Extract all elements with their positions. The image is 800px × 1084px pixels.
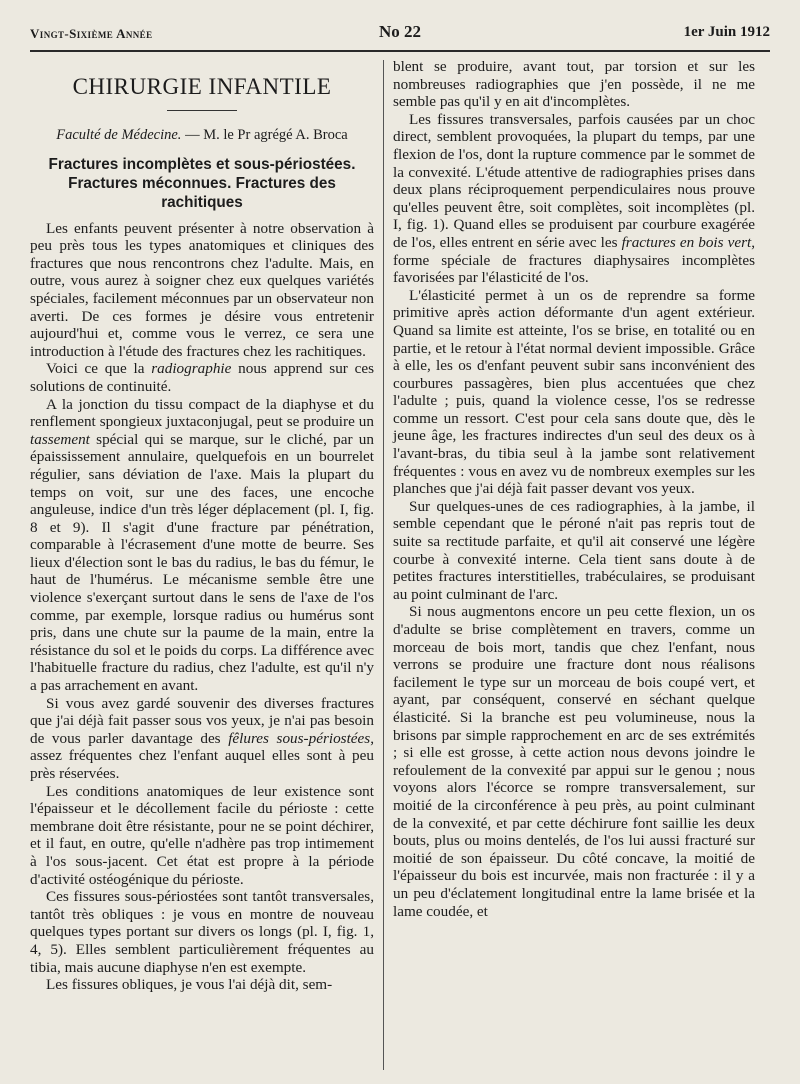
byline-author: — M. le Pr agrégé A. Broca <box>181 127 348 143</box>
paragraph: Si nous augmentons encore un peu cette flexion, un os d'adulte se brise complètement en travers, comme un morceau de bois mort, tandis que chez l'enfant, nous verrons se produire une fracture dont nous réalisons facilement le type sur un morceau de bois coupé vert, et ayant, par conséquent, conservé en séchant quelque élasticité. Si la branche est peu volumineuse, nous la brisons par simple rapprochement en arc de ses extrémités ; si elle est grosse, à cette action nous devons joindre le refoulement de la convexité par appui sur le genou ; nous voyons alors l'écorce se rompre transversalement, sur moitié de la circonférence à peu près, au point culminant de la convexité, et par cette déchirure font saillie les deux bouts, plus ou moins dentelés, de l'os lui aussi fracturé sur moitié de son épaisseur. Du côté concave, la moitié de l'épaisseur du bois est incurvée, mais non fracturée : il y a un peu d'éclatement longitudinal entre la lame brisée et la lame coudée, et <box>393 603 755 920</box>
section-rule <box>167 110 237 111</box>
paragraph: Voici ce que la radiographie nous apprend sur ces solutions de continuité. <box>30 360 375 395</box>
article-title <box>30 155 374 212</box>
paragraph: A la jonction du tissu compact de la diaphyse et du renflement spongieux juxtaconjugal, peut se produire un tassement spécial qui se marque, sur le cliché, par un épaississement annulaire, quelquefois en un bourrelet régulier, sans déviation de l'axe. Mais la plupart du temps on voit, sur une des faces, une encoche anguleuse, indice d'un très léger déplacement (pl. I, fig. 8 et 9). Il s'agit d'une fracture par pénétration, comparable à l'écrasement d'une motte de beurre. Ses lieux d'élection sont le bas du radius, le bas du fémur, le haut de l'humérus. Le mécanisme semble être une violence s'exerçant surtout dans le sens de l'axe de l'os comme, par exemple, lorsque radius ou humérus sont pris, dans une chute sur la paume de la main, entre la résistance du sol et le poids du corps. La différence avec l'habituelle fracture du radius, chez l'adulte, est qu'il n'y a pas arrachement en avant. <box>30 395 374 695</box>
paragraph: blent se produire, avant tout, par torsion et sur les nombreuses radiographies que j'en possède, il ne me semble pas qu'il y en ait d'incomplètes. <box>393 58 755 111</box>
column-divider <box>383 60 384 1070</box>
paragraph: Si vous avez gardé souvenir des diverses fractures que j'ai déjà fait passer sous vos yeux, je n'ai pas besoin de vous parler davantage des fêlures sous-périostées, assez fréquentes chez l'enfant auquel elles sont à peu près réservées. <box>30 694 374 782</box>
header-volume: Vingt-Sixième Année <box>30 26 153 41</box>
byline <box>30 127 374 145</box>
section-title: CHIRURGIE INFANTILE <box>72 74 332 99</box>
header-date: 1er Juin 1912 <box>683 24 770 40</box>
paragraph: Les conditions anatomiques de leur existence sont l'épaisseur et le décollement facile du périoste : cette membrane doit être résistante, pour ne se point déchirer, et il faut, en outre, qu'elle n'adhère pas trop intimement à l'os sous-jacent. Cet état est propre à la période d'activité ostéogénique du périoste. <box>30 782 374 888</box>
article-title-line-1: Fractures incomplètes et sous-périostées. <box>48 155 356 173</box>
paragraph: Les enfants peuvent présenter à notre observation à peu près tous les types anatomiques et cliniques des fractures que nous rencontrons chez l'adulte. Mais, en outre, vous aurez à soigner chez eux quelques variétés spéciales, facilement méconnues par un observateur non averti. De ces formes je désire vous entretenir aujourd'hui et, comme vous le verrez, ce sera une introduction à l'étude des fractures chez les rachitiques. <box>30 219 374 360</box>
paragraph: Ces fissures sous-périostées sont tantôt transversales, tantôt très obliques : je vous en montre de nouveau quelques types portant sur divers os longs (pl. I, fig. 1, 4, 5). Elles semblent particulièrement fréquentes au tibia, mais aucune diaphyse n'en est exempte. <box>30 888 374 976</box>
left-column <box>30 58 374 994</box>
article-title-line-2: Fractures méconnues. Fractures des rachitiques <box>68 174 336 211</box>
header-rule <box>30 50 770 52</box>
byline-faculty: Faculté de Médecine. <box>56 127 182 143</box>
paragraph: Les fissures transversales, parfois causées par un choc direct, semblent provoquées, la plupart du temps, par une flexion de l'os, dont la rupture commence par le sommet de la convexité. L'étude attentive de radiographies prises dans deux plans réciproquement perpendiculaires nous prouve qu'elles peuvent être, soit complètes, soit incomplètes (pl. I, fig. 1). Quand elles se produisent par courbure exagérée de l'os, elles entrent en série avec les fractures en bois vert, forme spéciale de fractures diaphysaires incomplètes favorisées par l'élasticité de l'os. <box>393 110 756 287</box>
paragraph: Les fissures obliques, je vous l'ai déjà dit, sem- <box>46 976 333 994</box>
paragraph: Sur quelques-unes de ces radiographies, à la jambe, il semble cependant que le péroné n'ait pas repris tout de suite sa rectitude parfaite, et qu'il ait conservé une légère courbe à convexité interne. Cela tient sans doute à de petites fractures interstitielles, trabéculaires, se produisant au point culminant de l'arc. <box>393 497 755 603</box>
header-issue-number: No 22 <box>378 22 422 41</box>
right-column <box>393 58 755 920</box>
paragraph: L'élasticité permet à un os de reprendre sa forme primitive après action déformante d'un agent extérieur. Quand sa limite est atteinte, l'os se brise, en totalité ou en partie, et le retour à l'état normal devient impossible. Grâce à elle, les os d'enfant peuvent subir sans inconvénient des courbures passagères, bien plus accentuées que chez l'adulte ; puis, quand la violence cesse, l'os se redresse comme un ressort. C'est pour cela sans doute que, dès le jeune âge, les fractures indirectes d'un seul des deux os à l'avant-bras, du tibia seul à la jambe sont relativement fréquentes : vous en avez vu de nombreux exemples sur les planches que j'ai déjà fait passer devant vos yeux. <box>393 286 755 498</box>
page-header <box>30 20 770 50</box>
